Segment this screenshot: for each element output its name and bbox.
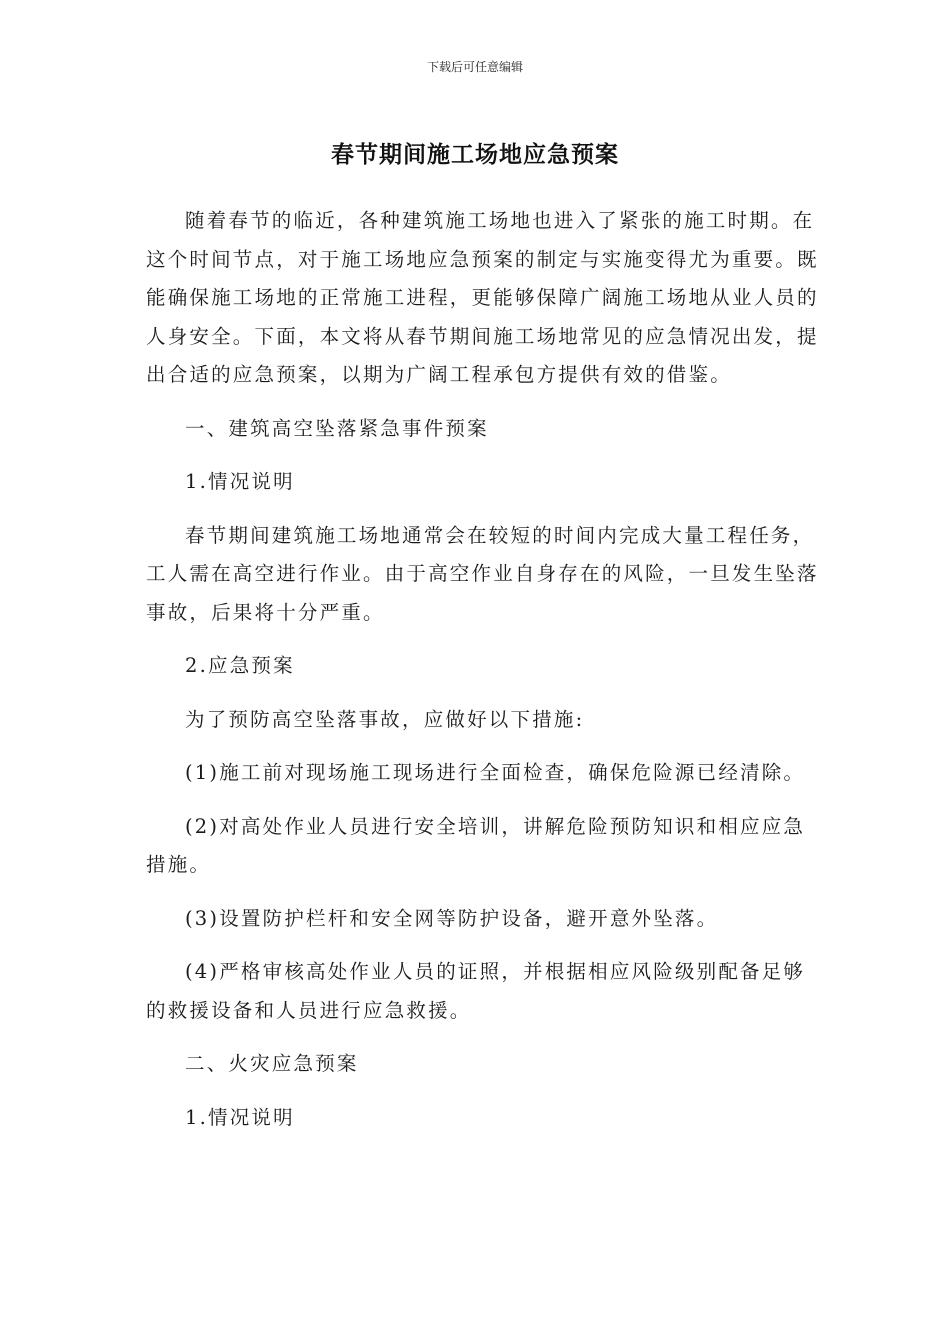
document-title: 春节期间施工场地应急预案: [331, 142, 619, 168]
measure-item-4: (4)严格审核高处作业人员的证照，并根据相应风险级别配备足够的救援设备和人员进行应急救援。: [146, 960, 806, 1022]
document-body: [146, 202, 826, 1152]
subheading-plan-1: 2.应急预案: [185, 654, 295, 677]
section-heading-2: 二、火灾应急预案: [185, 1052, 359, 1075]
paragraph-situation-1: 春节期间建筑施工场地通常会在较短的时间内完成大量工程任务，工人需在高空进行作业。由于高空作业自身存在的风险，一旦发生坠落事故，后果将十分严重。: [146, 523, 819, 624]
subheading-situation-1: 1.情况说明: [185, 470, 295, 493]
measure-item-3: (3)设置防护栏杆和安全网等防护设备，避开意外坠落。: [185, 906, 719, 930]
measure-item-1: (1)施工前对现场施工现场进行全面检查，确保危险源已经清除。: [185, 761, 806, 784]
paragraph-measures-intro: 为了预防高空坠落事故，应做好以下措施:: [185, 707, 585, 731]
header-note: 下载后可任意编辑: [426, 60, 523, 74]
section-heading-1: 一、建筑高空坠落紧急事件预案: [185, 416, 489, 440]
intro-paragraph: 随着春节的临近，各种建筑施工场地也进入了紧张的施工时期。在这个时间节点，对于施工场地应急预案的制定与实施变得尤为重要。既能确保施工场地的正常施工进程，更能够保障广阔施工场地从业人员的人身安全。下面，本文将从春节期间施工场地常见的应急情况出发，提出合适的应急预案，以期为广阔工程承包方提供有效的借鉴。: [146, 209, 819, 386]
measure-item-2: (2)对高处作业人员进行安全培训，讲解危险预防知识和相应应急措施。: [146, 814, 806, 876]
subheading-situation-2: 1.情况说明: [185, 1105, 295, 1129]
